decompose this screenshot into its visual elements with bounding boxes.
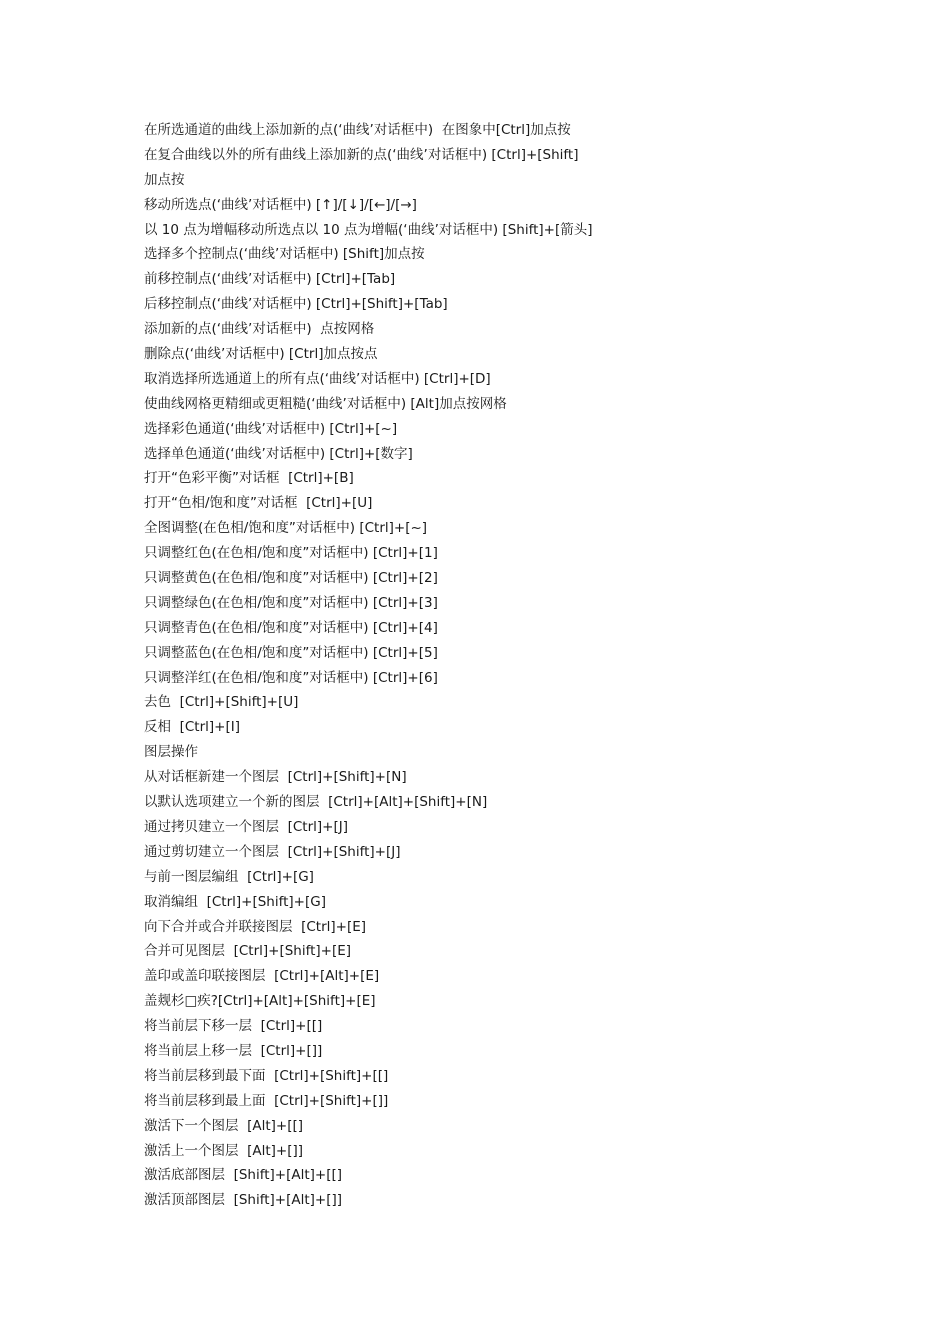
text-line: 通过剪切建立一个图层 [Ctrl]+[Shift]+[J]	[144, 843, 401, 860]
text-line: 向下合并或合并联接图层 [Ctrl]+[E]	[144, 918, 367, 935]
text-line: 选择多个控制点(‘曲线’对话框中) [Shift]加点按	[144, 246, 425, 263]
text-line: 激活下一个图层 [Alt]+[[]	[144, 1117, 304, 1134]
text-line: 将当前层移到最下面 [Ctrl]+[Shift]+[[]	[144, 1067, 389, 1084]
shortcut-list	[144, 118, 844, 1213]
text-line: 只调整蓝色(在色相/饱和度”对话框中) [Ctrl]+[5]	[144, 644, 438, 661]
text-line: 加点按	[144, 171, 185, 188]
text-line: 只调整红色(在色相/饱和度”对话框中) [Ctrl]+[1]	[144, 545, 438, 562]
text-line: 激活上一个图层 [Alt]+[]]	[144, 1142, 304, 1159]
text-line: 盖印或盖印联接图层 [Ctrl]+[Alt]+[E]	[144, 968, 380, 985]
text-line: 移动所选点(‘曲线’对话框中) [↑]/[↓]/[←]/[→]	[144, 196, 417, 213]
text-line: 将当前层下移一层 [Ctrl]+[[]	[144, 1018, 323, 1035]
text-line: 将当前层移到最上面 [Ctrl]+[Shift]+[]]	[144, 1092, 389, 1109]
text-line: 只调整青色(在色相/饱和度”对话框中) [Ctrl]+[4]	[144, 619, 438, 636]
text-line: 合并可见图层 [Ctrl]+[Shift]+[E]	[144, 943, 352, 960]
text-line: 前移控制点(‘曲线’对话框中) [Ctrl]+[Tab]	[144, 271, 396, 288]
text-line: 去色 [Ctrl]+[Shift]+[U]	[144, 694, 299, 711]
text-line: 在复合曲线以外的所有曲线上添加新的点(‘曲线’对话框中) [Ctrl]+[Shift]	[144, 146, 579, 163]
text-line: 只调整黄色(在色相/饱和度”对话框中) [Ctrl]+[2]	[144, 570, 438, 587]
text-line: 选择彩色通道(‘曲线’对话框中) [Ctrl]+[~]	[144, 420, 398, 437]
text-line: 添加新的点(‘曲线’对话框中) 点按网格	[144, 321, 375, 338]
text-line: 以 10 点为增幅移动所选点以 10 点为增幅(‘曲线’对话框中) [Shift]+[箭头]	[144, 221, 593, 238]
text-line: 只调整绿色(在色相/饱和度”对话框中) [Ctrl]+[3]	[144, 594, 438, 611]
section-heading: 图层操作	[144, 744, 198, 761]
text-line: 打开“色彩平衡”对话框 [Ctrl]+[B]	[144, 470, 354, 487]
text-line: 通过拷贝建立一个图层 [Ctrl]+[J]	[144, 818, 348, 835]
text-line: 盖觌杉□疾?[Ctrl]+[Alt]+[Shift]+[E]	[144, 993, 376, 1010]
text-line: 取消编组 [Ctrl]+[Shift]+[G]	[144, 893, 326, 910]
text-line: 将当前层上移一层 [Ctrl]+[]]	[144, 1042, 323, 1059]
text-line: 取消选择所选通道上的所有点(‘曲线’对话框中) [Ctrl]+[D]	[144, 370, 491, 387]
text-line: 使曲线网格更精细或更粗糙(‘曲线’对话框中) [Alt]加点按网格	[144, 395, 507, 412]
text-line: 从对话框新建一个图层 [Ctrl]+[Shift]+[N]	[144, 769, 407, 786]
text-line: 删除点(‘曲线’对话框中) [Ctrl]加点按点	[144, 346, 378, 363]
text-line: 以默认选项建立一个新的图层 [Ctrl]+[Alt]+[Shift]+[N]	[144, 794, 488, 811]
text-line: 激活顶部图层 [Shift]+[Alt]+[]]	[144, 1192, 343, 1209]
text-line: 与前一图层编组 [Ctrl]+[G]	[144, 868, 314, 885]
text-line: 全图调整(在色相/饱和度”对话框中) [Ctrl]+[~]	[144, 520, 428, 537]
text-line: 在所选通道的曲线上添加新的点(‘曲线’对话框中) 在图象中[Ctrl]加点按	[144, 122, 571, 138]
text-line: 选择单色通道(‘曲线’对话框中) [Ctrl]+[数字]	[144, 445, 413, 462]
text-line: 激活底部图层 [Shift]+[Alt]+[[]	[144, 1167, 343, 1184]
text-line: 后移控制点(‘曲线’对话框中) [Ctrl]+[Shift]+[Tab]	[144, 296, 448, 313]
text-line: 只调整洋红(在色相/饱和度”对话框中) [Ctrl]+[6]	[144, 669, 438, 686]
text-line: 反相 [Ctrl]+[I]	[144, 719, 240, 736]
text-line: 打开“色相/饱和度”对话框 [Ctrl]+[U]	[144, 495, 373, 512]
